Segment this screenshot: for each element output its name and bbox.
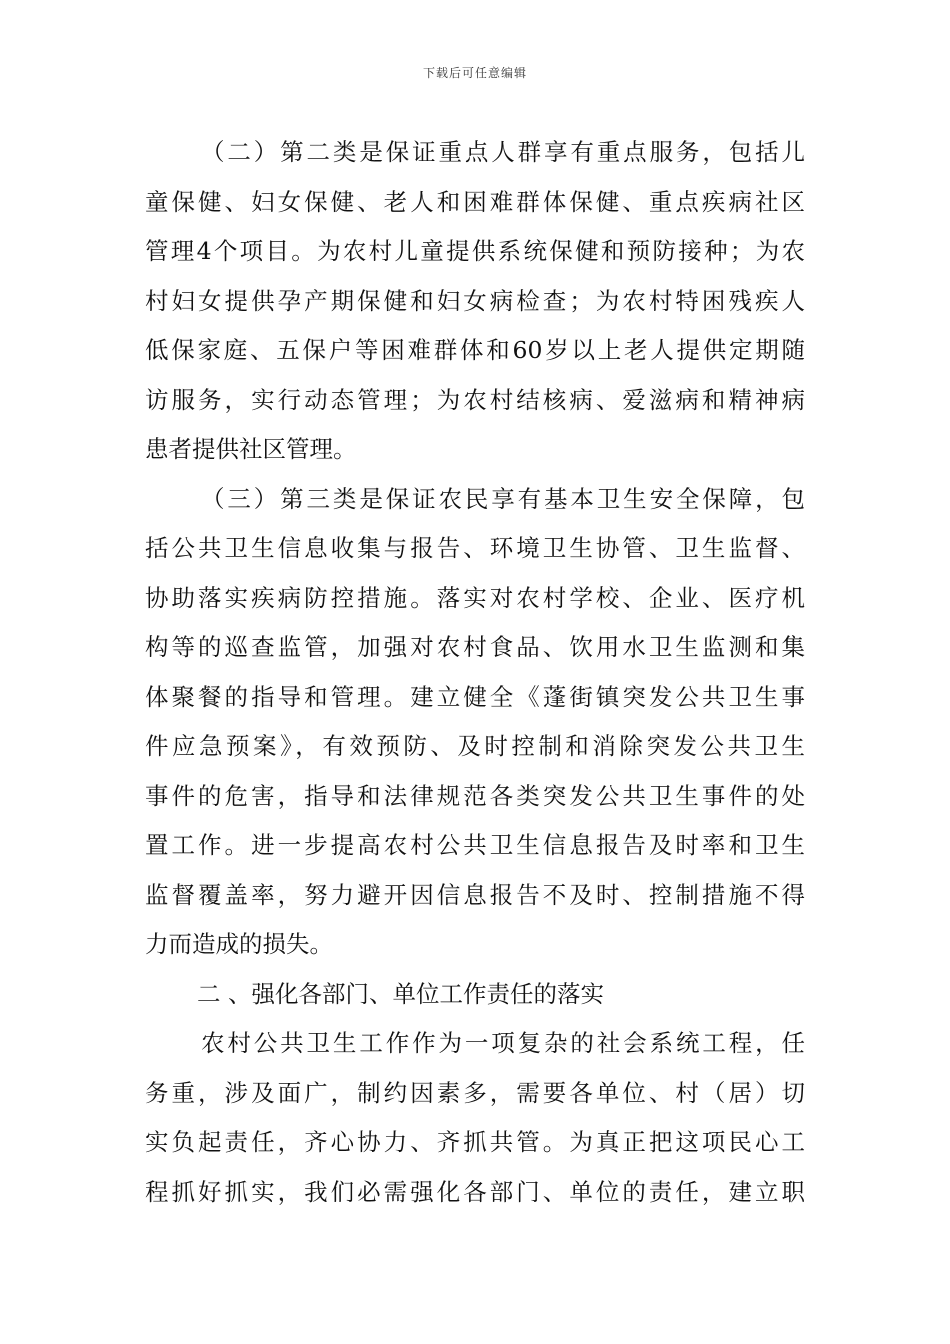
section-heading: 二 、强化各部门、单位工作责任的落实 — [197, 979, 604, 1008]
paragraph-line: 农村公共卫生工作作为一项复杂的社会系统工程，任 — [201, 1029, 805, 1057]
paragraph-line: 患者提供社区管理。 — [145, 435, 357, 463]
paragraph-line: 力而造成的损失。 — [145, 930, 333, 958]
paragraph-line: 事件的危害，指导和法律规范各类突发公共卫生事件的处 — [145, 781, 805, 810]
paragraph-line: 实负起责任，齐心协力、齐抓共管。为真正把这项民心工 — [145, 1128, 805, 1156]
paragraph-line: 访服务，实行动态管理；为农村结核病、爱滋病和精神病 — [145, 385, 805, 414]
paragraph-line: 件应急预案》，有效预防、及时控制和消除突发公共卫生 — [145, 732, 805, 760]
paragraph-line: 管理4个项目。为农村儿童提供系统保健和预防接种；为农 — [145, 237, 805, 265]
paragraph-line: 协助落实疾病防控措施。落实对农村学校、企业、医疗机 — [145, 583, 805, 612]
paragraph-line: 村妇女提供孕产期保健和妇女病检查；为农村特困残疾人 — [145, 286, 805, 315]
paragraph-line: （三）第三类是保证农民享有基本卫生安全保障，包 — [201, 484, 805, 513]
paragraph-line: 括公共卫生信息收集与报告、环境卫生协管、卫生监督、 — [145, 534, 805, 562]
paragraph-line: 置工作。进一步提高农村公共卫生信息报告及时率和卫生 — [145, 831, 805, 859]
page-header-note: 下载后可任意编辑 — [422, 66, 527, 80]
paragraph-line: 体聚餐的指导和管理。建立健全《蓬街镇突发公共卫生事 — [145, 682, 805, 711]
document-body — [145, 128, 805, 1217]
paragraph-line: 低保家庭、五保户等困难群体和60岁以上老人提供定期随 — [145, 336, 805, 364]
paragraph-line: 童保健、妇女保健、老人和困难群体保健、重点疾病社区 — [145, 187, 805, 216]
paragraph-line: 监督覆盖率，努力避开因信息报告不及时、控制措施不得 — [145, 880, 805, 909]
paragraph-line: 程抓好抓实，我们必需强化各部门、单位的责任，建立职 — [145, 1177, 805, 1206]
paragraph-line: 构等的巡查监管，加强对农村食品、饮用水卫生监测和集 — [145, 633, 805, 661]
paragraph-line: 务重，涉及面广，制约因素多，需要各单位、村（居）切 — [145, 1078, 805, 1107]
paragraph-line: （二）第二类是保证重点人群享有重点服务，包括儿 — [201, 138, 805, 166]
